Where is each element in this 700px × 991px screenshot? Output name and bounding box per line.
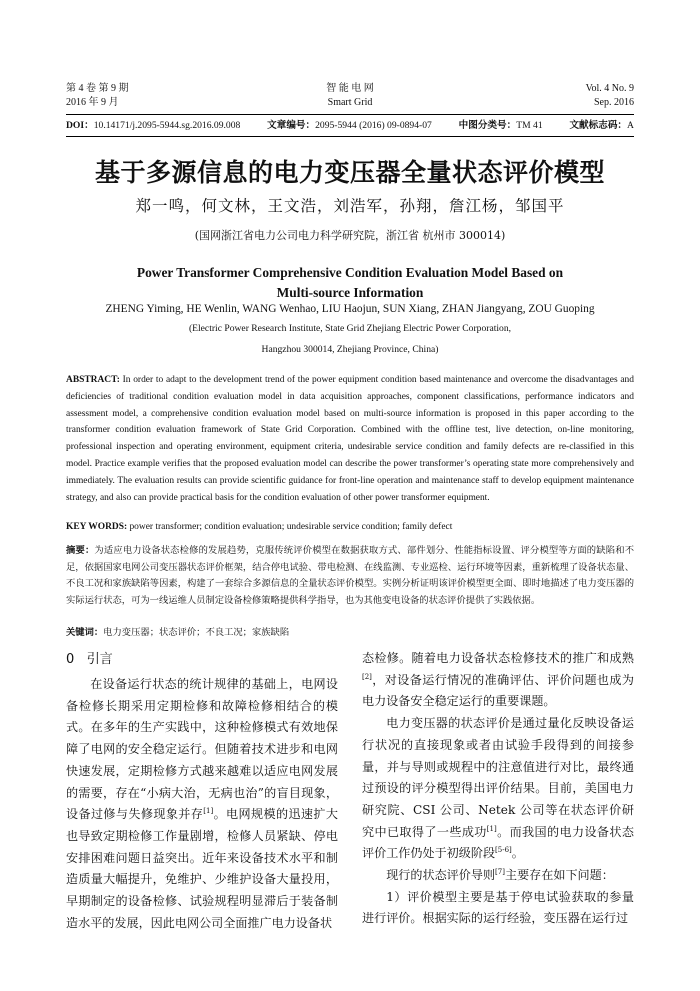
paragraph: 在设备运行状态的统计规律的基础上，电网设备检修长期采用定期检修和故障检修相结合的模式。在多年的生产实践中，这种检修模式有效地保障了电网的安全稳定运行。但随着技术进步和电网快速发展，定期检修方式越来越难以适应电网发展的需要，存在“小病大治，无病也治”的盲目现象，设备过修与失修现象并存[1]。电网规模的迅速扩大也导致定期检修工作量剧增，检修人员紧缺、停电安排困难问题日益突出。近年来设备技术水平和制造质量大幅提升，免维护、少维护设备大量投用，早期制定的设备检修、试验规程明显滞后于装备制造水平的发展，因此电网公司全面推广电力设备状 [66,677,338,930]
keywords-cn [66,626,634,640]
doi: DOI：10.14171/j.2095-5944.sg.2016.09.008 [66,120,241,131]
date-en: Sep. 2016 [594,97,634,108]
paper-title-en-line2: Multi-source Information [276,285,424,300]
section-number: 0 [66,652,75,667]
document-code: 文献标志码：A [569,120,634,131]
citation[interactable]: [2] [362,672,372,681]
body-column-left [66,648,338,934]
date-cn: 2016 年 9 月 [66,97,119,108]
section-heading [66,648,338,672]
citation[interactable]: [7] [495,868,505,876]
paragraph: 态检修。随着电力设备状态检修技术的推广和成熟[2]，对设备运行情况的准确评估、评价问题也成为电力设备安全稳定运行的重要课题。 [362,651,634,709]
journal-name-cn: 智 能 电 网 [326,83,374,94]
abstract-cn [66,543,634,609]
paper-title-en-line1: Power Transformer Comprehensive Condition Evaluation Model Based on [136,265,564,280]
volume-issue-cn: 第 4 卷 第 9 期 [66,83,129,94]
header-right [586,82,634,110]
section-title: 引言 [86,652,113,667]
abstract-cn-label: 摘要： [66,545,95,556]
abstract-cn-text: 为适应电力设备状态检修的发展趋势，克服传统评价模型在数据获取方式、部件划分、性能指标设置、评分模型等方面的缺陷和不足，依据国家电网公司变压器状态评价框架，结合停电试验、带电检测、在线监测、专业巡检、运行环境等因素，重新梳理了设备状态量、不良工况和家族缺陷等因素，构建了一套综合多源信息的全量状态评价模型。实例分析证明该评价模型更全面、即时地描述了电力变压器的实际运行状态，可为一线运维人员制定设备检修策略提供科学指导，也为其他变电设备的状态评价提供了实践依据。 [66,545,634,606]
abstract-en [66,372,634,506]
citation[interactable]: [1] [486,824,497,833]
abstract-en-text: In order to adapt to the development trend of the power equipment condition based maintenance and overcome the disadvantages and deficiencies of traditional condition evaluation model in data acquisition approaches, component classifications, performance indicators and assessment model, a comprehensive condition evaluation model based on multi-source information is proposed in this paper according to the transformer condition evaluation framework of State Grid Corporation. Combined with the offline test, live detection, on-line monitoring, professional inspection and operating environment, equipment criteria, undesirable service condition and family defects are re-classified in this model. Practice example verifies that the proposed evaluation model can describe the power transformer’s operating state more comprehensively and immediately. The evaluation results can provide scientific guidance for front-line operation and maintenance staff to develop equipment maintenance strategy, and also can provide practical basis for the condition evaluation of other power transformer equipment. [66,375,634,503]
paper-title-cn: 基于多源信息的电力变压器全量状态评价模型 [94,158,605,187]
volume-issue-en: Vol. 4 No. 9 [585,83,634,94]
affiliation-en-line2: Hangzhou 300014, Zhejiang Province, China) [261,344,439,355]
citation[interactable]: [1] [203,807,214,816]
keywords-en [66,520,634,534]
authors-cn: 郑一鸣，何文林，王文浩，刘浩军，孙翔，詹江杨，邹国平 [135,197,565,215]
article-number: 文章编号：2095-5944 (2016) 09-0894-07 [267,120,432,131]
paper-title-en [90,263,610,303]
header-center [66,82,634,110]
body-column-right [362,648,634,930]
paragraph: 1）评价模型主要是基于停电试验获取的参量进行评价。根据实际的运行经验，变压器在运行过 [362,889,634,926]
keywords-cn-text: 电力变压器；状态评价；不良工况；家族缺陷 [103,627,290,638]
meta-rule [66,136,634,137]
authors-en: ZHENG Yiming, HE Wenlin, WANG Wenhao, LIU Haojun, SUN Xiang, ZHAN Jiangyang, ZOU Guoping [105,303,595,315]
article-meta [66,118,634,134]
clc-number: 中图分类号：TM 41 [458,120,543,131]
keywords-en-label: KEY WORDS: [66,522,128,532]
paragraph: 现行的状态评价导则[7]主要存在如下问题： [386,868,614,883]
citation[interactable]: [5-6] [495,846,512,855]
header-rule-top [66,114,634,115]
affiliation-en-line1: (Electric Power Research Institute, State Grid Zhejiang Electric Power Corporation, [188,323,512,334]
paragraph: 电力变压器的状态评价是通过量化反映设备运行状况的直接现象或者由试验手段得到的间接参量，并与导则或规程中的注意值进行对比，最终通过预设的评分模型得出评价结果。目前，美国电力研究院、CSI 公司、Netek 公司等在状态评价研究中已取得了一些成功[1]。而我国的电力设备状态评价工作仍处于初级阶段[5-6]。 [362,716,634,861]
affiliation-cn: (国网浙江省电力公司电力科学研究院，浙江省 杭州市 300014) [194,229,506,242]
keywords-cn-label: 关键词： [66,627,104,638]
keywords-en-text: power transformer; condition evaluation; undesirable service condition; family defect [127,522,453,532]
abstract-en-label: ABSTRACT: [66,375,120,385]
running-header [66,82,634,114]
journal-name-en: Smart Grid [327,97,373,108]
